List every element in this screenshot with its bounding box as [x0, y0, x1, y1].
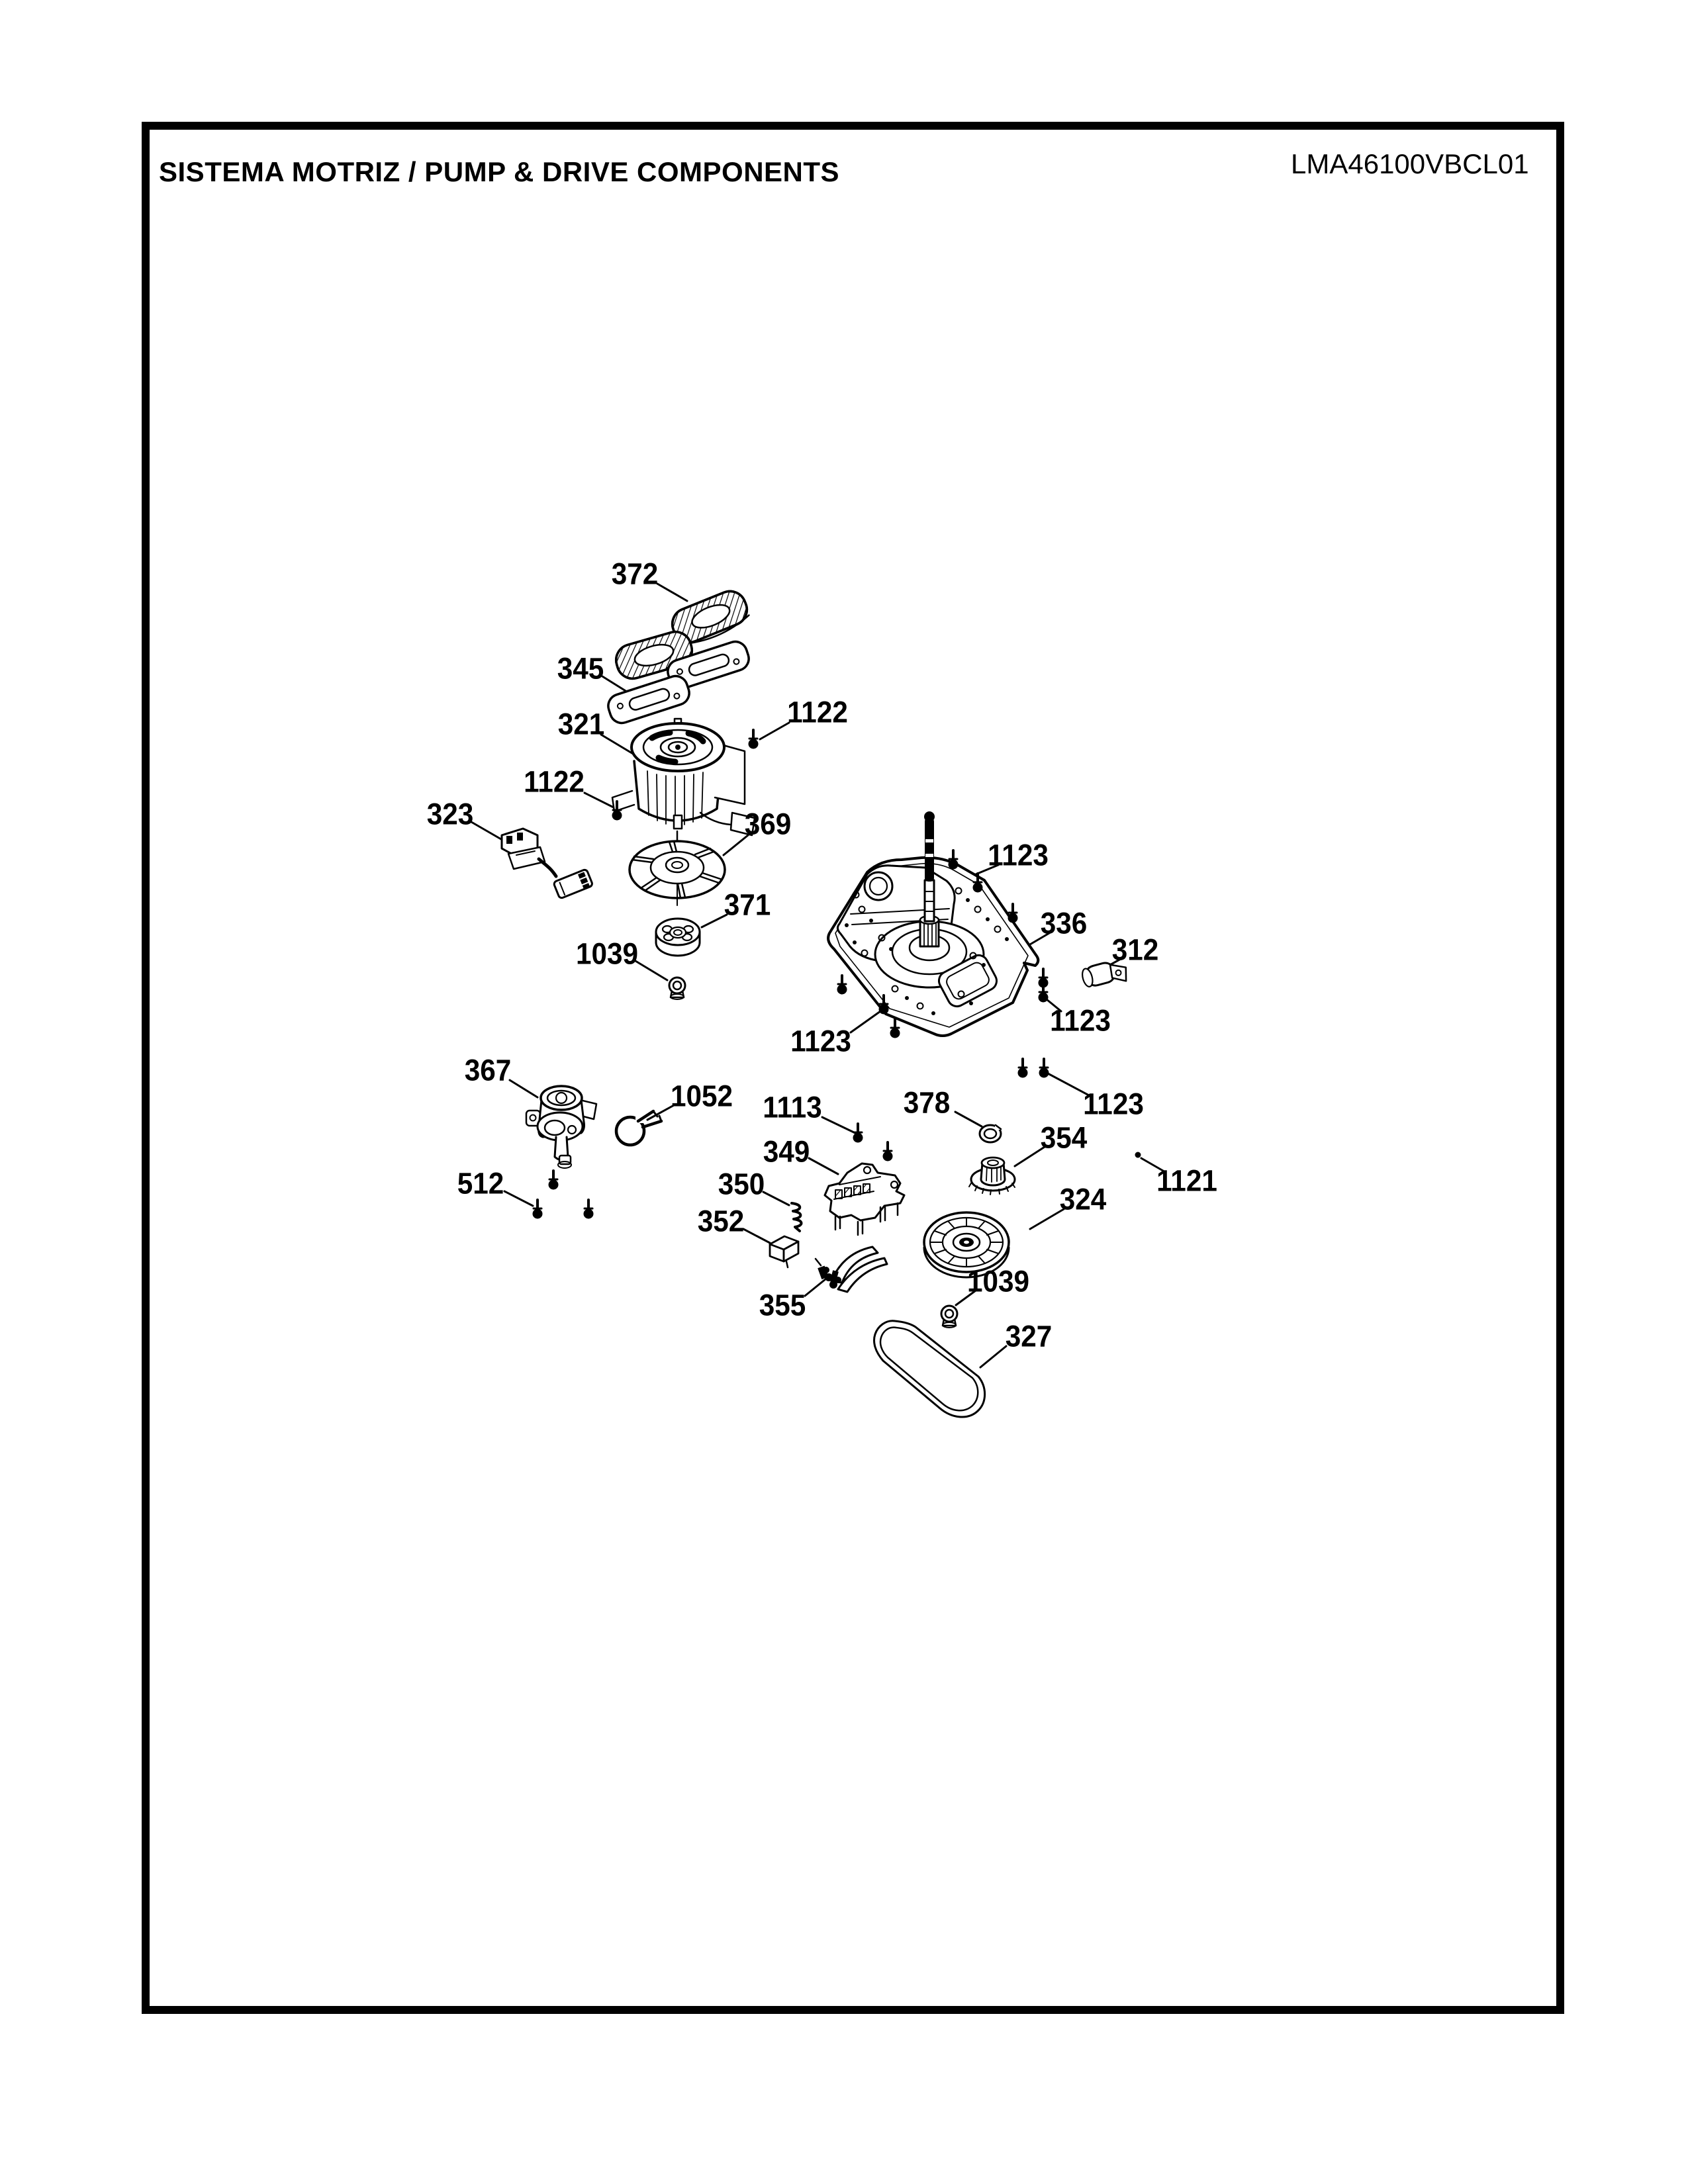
- screw-icon: [853, 1124, 863, 1143]
- callout-354: 354: [1040, 1120, 1088, 1155]
- callout-1123: 1123: [1083, 1087, 1144, 1121]
- screw-icon: [533, 1200, 543, 1219]
- leader-line: [657, 584, 687, 601]
- leader-line: [504, 1191, 533, 1206]
- drive-motor-icon: [612, 719, 755, 835]
- screw-icon: [549, 1171, 559, 1190]
- locknut-icon: [941, 1306, 957, 1328]
- screw-icon: [749, 730, 759, 749]
- page-title: SISTEMA MOTRIZ / PUMP & DRIVE COMPONENTS: [159, 156, 840, 187]
- document-code: LMA46100VBCL01: [1291, 148, 1529, 179]
- callout-378: 378: [903, 1085, 951, 1120]
- motor-sensor-harness-icon: [502, 829, 593, 899]
- leader-line: [763, 1192, 789, 1205]
- callout-323: 323: [426, 797, 474, 831]
- callout-1122: 1122: [524, 764, 585, 799]
- callout-350: 350: [718, 1167, 765, 1201]
- callout-371: 371: [724, 887, 771, 922]
- callout-1121: 1121: [1156, 1163, 1217, 1198]
- callout-1039: 1039: [966, 1264, 1030, 1298]
- callout-369: 369: [744, 807, 792, 841]
- callout-312: 312: [1111, 933, 1159, 967]
- drain-pump-icon: [526, 1086, 596, 1168]
- leader-line: [980, 1346, 1006, 1367]
- callout-1123: 1123: [1050, 1003, 1111, 1038]
- callout-1113: 1113: [763, 1090, 822, 1124]
- screw-icon: [1018, 1059, 1028, 1078]
- callout-512: 512: [457, 1166, 504, 1201]
- leader-line: [822, 1117, 855, 1133]
- screw-icon: [584, 1200, 594, 1219]
- screw-icon: [1008, 904, 1018, 923]
- callout-321: 321: [557, 707, 605, 741]
- callout-1123: 1123: [988, 838, 1049, 872]
- callout-367: 367: [464, 1053, 512, 1087]
- locknut-icon: [669, 978, 685, 999]
- leader-line: [601, 735, 634, 754]
- motor-clutch-pulley-icon: [656, 919, 700, 956]
- leader-line: [851, 1011, 880, 1032]
- pin-dot: [1135, 1152, 1141, 1158]
- callout-345: 345: [557, 651, 604, 686]
- leader-line: [471, 822, 501, 839]
- callout-336: 336: [1040, 906, 1088, 940]
- screw-icon: [883, 1142, 893, 1161]
- callout-355: 355: [759, 1288, 806, 1322]
- callout-352: 352: [697, 1204, 745, 1238]
- screw-icon: [949, 850, 959, 870]
- fan-rotor-icon: [630, 831, 725, 905]
- retainer-ring-icon: [980, 1124, 1001, 1142]
- agitator-cam-icon: [969, 1158, 1015, 1195]
- leader-line: [809, 1158, 838, 1174]
- callout-1122: 1122: [787, 695, 848, 729]
- hose-guide-icon: [816, 1247, 887, 1292]
- leader-line: [702, 915, 727, 927]
- callout-349: 349: [763, 1134, 810, 1169]
- leader-line: [955, 1112, 982, 1126]
- callout-324: 324: [1059, 1182, 1107, 1216]
- leader-line: [510, 1080, 538, 1097]
- leader-line: [743, 1229, 770, 1243]
- leader-line: [635, 961, 667, 980]
- callout-1052: 1052: [670, 1079, 733, 1113]
- switch-icon: [770, 1236, 798, 1267]
- screw-icon: [890, 1019, 900, 1038]
- leader-line: [760, 723, 789, 739]
- screw-icon: [1039, 1059, 1049, 1078]
- leader-line: [585, 793, 614, 807]
- screw-icon: [837, 976, 847, 995]
- drive-belt-icon: [874, 1321, 985, 1417]
- callout-1039: 1039: [575, 936, 639, 971]
- leader-line: [1030, 1209, 1064, 1229]
- pin-dot-icon: [1135, 1152, 1141, 1158]
- callout-372: 372: [611, 557, 659, 591]
- callout-1123: 1123: [790, 1024, 851, 1058]
- spring-icon: [792, 1203, 802, 1231]
- leader-line: [602, 676, 629, 693]
- callout-327: 327: [1005, 1319, 1053, 1353]
